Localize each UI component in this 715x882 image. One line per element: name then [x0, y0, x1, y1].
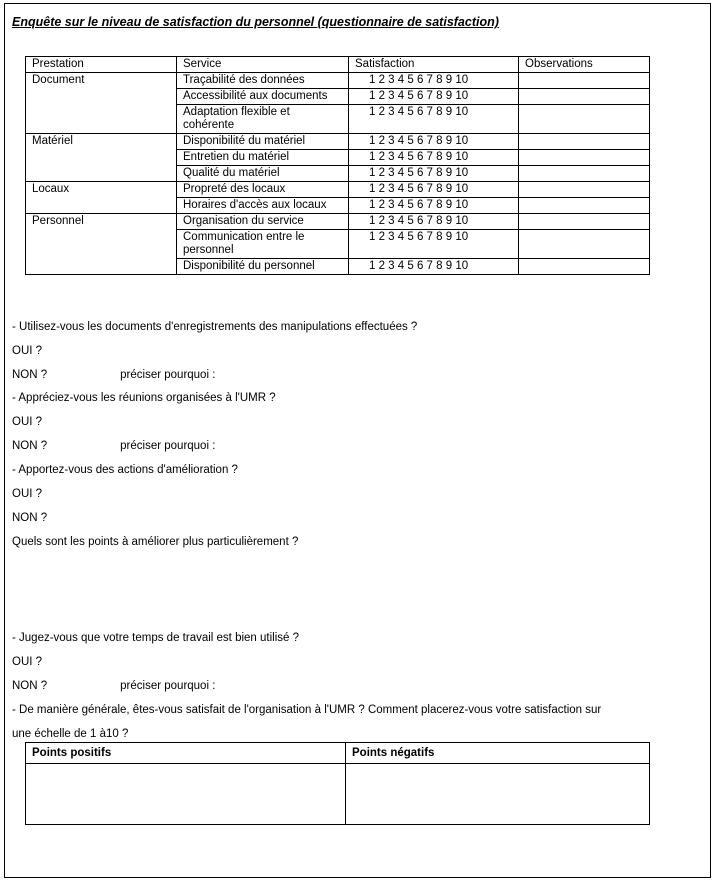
header-satisfaction: Satisfaction [349, 57, 519, 73]
satisfaction-scale[interactable]: 1 2 3 4 5 6 7 8 9 10 [349, 230, 519, 259]
question-satisfaction-generale-line2: une échelle de 1 à10 ? [12, 728, 129, 740]
observations-cell[interactable] [519, 198, 650, 214]
answer-oui[interactable]: OUI ? [12, 488, 43, 500]
observations-cell[interactable] [519, 105, 650, 134]
question-reunions: - Appréciez-vous les réunions organisées à l'UMR ? [12, 392, 276, 404]
preciser-label: préciser pourquoi : [120, 369, 216, 381]
service-cell: Disponibilité du matériel [177, 134, 349, 150]
answer-non-line [12, 369, 215, 381]
document-title: Enquête sur le niveau de satisfaction du personnel (questionnaire de satisfaction) [12, 15, 499, 29]
satisfaction-scale[interactable]: 1 2 3 4 5 6 7 8 9 10 [349, 73, 519, 89]
observations-cell[interactable] [519, 150, 650, 166]
answer-oui[interactable]: OUI ? [12, 656, 43, 668]
satisfaction-table [25, 56, 650, 275]
observations-cell[interactable] [519, 230, 650, 259]
service-cell: Communication entre le personnel [177, 230, 349, 259]
service-cell: Adaptation flexible et cohérente [177, 105, 349, 134]
service-cell: Entretien du matériel [177, 150, 349, 166]
answer-non-line [12, 440, 215, 452]
service-cell: Organisation du service [177, 214, 349, 230]
answer-non[interactable]: NON ? [12, 512, 48, 524]
answer-non[interactable]: NON ? [12, 440, 48, 452]
header-points-positifs: Points positifs [26, 743, 346, 764]
satisfaction-scale[interactable]: 1 2 3 4 5 6 7 8 9 10 [349, 150, 519, 166]
preciser-label: préciser pourquoi : [120, 680, 216, 692]
points-negatifs-cell[interactable] [346, 764, 650, 825]
service-cell: Disponibilité du personnel [177, 259, 349, 275]
points-table [25, 742, 650, 825]
header-prestation: Prestation [26, 57, 177, 73]
satisfaction-scale[interactable]: 1 2 3 4 5 6 7 8 9 10 [349, 134, 519, 150]
observations-cell[interactable] [519, 166, 650, 182]
answer-non-line [12, 680, 215, 692]
prestation-cell: Matériel [26, 134, 177, 182]
question-satisfaction-generale-line1: - De manière générale, êtes-vous satisfait de l'organisation à l'UMR ? Comment placerez-vous votre satisfaction sur [12, 704, 602, 716]
header-service: Service [177, 57, 349, 73]
service-cell: Propreté des locaux [177, 182, 349, 198]
observations-cell[interactable] [519, 259, 650, 275]
observations-cell[interactable] [519, 89, 650, 105]
service-cell: Traçabilité des données [177, 73, 349, 89]
satisfaction-scale[interactable]: 1 2 3 4 5 6 7 8 9 10 [349, 166, 519, 182]
prestation-cell: Document [26, 73, 177, 134]
observations-cell[interactable] [519, 182, 650, 198]
table-header-row [26, 57, 650, 73]
answer-oui[interactable]: OUI ? [12, 416, 43, 428]
question-amelioration: - Apportez-vous des actions d'amélioration ? [12, 464, 238, 476]
header-points-negatifs: Points négatifs [346, 743, 650, 764]
table-row [26, 73, 650, 89]
answer-non[interactable]: NON ? [12, 369, 48, 381]
satisfaction-scale[interactable]: 1 2 3 4 5 6 7 8 9 10 [349, 259, 519, 275]
preciser-label: préciser pourquoi : [120, 440, 216, 452]
satisfaction-scale[interactable]: 1 2 3 4 5 6 7 8 9 10 [349, 105, 519, 134]
observations-cell[interactable] [519, 214, 650, 230]
header-observations: Observations [519, 57, 650, 73]
service-cell: Accessibilité aux documents [177, 89, 349, 105]
question-documents: - Utilisez-vous les documents d'enregistrements des manipulations effectuées ? [12, 321, 418, 333]
table-row [26, 134, 650, 150]
observations-cell[interactable] [519, 134, 650, 150]
points-positifs-cell[interactable] [26, 764, 346, 825]
satisfaction-scale[interactable]: 1 2 3 4 5 6 7 8 9 10 [349, 182, 519, 198]
question-points-ameliorer: Quels sont les points à améliorer plus particulièrement ? [12, 536, 299, 548]
satisfaction-scale[interactable]: 1 2 3 4 5 6 7 8 9 10 [349, 214, 519, 230]
observations-cell[interactable] [519, 73, 650, 89]
prestation-cell: Locaux [26, 182, 177, 214]
satisfaction-scale[interactable]: 1 2 3 4 5 6 7 8 9 10 [349, 198, 519, 214]
question-temps-travail: - Jugez-vous que votre temps de travail est bien utilisé ? [12, 632, 300, 644]
answer-non[interactable]: NON ? [12, 680, 48, 692]
table-row [26, 214, 650, 230]
table-row [26, 182, 650, 198]
satisfaction-scale[interactable]: 1 2 3 4 5 6 7 8 9 10 [349, 89, 519, 105]
prestation-cell: Personnel [26, 214, 177, 275]
service-cell: Qualité du matériel [177, 166, 349, 182]
service-cell: Horaires d'accès aux locaux [177, 198, 349, 214]
answer-oui[interactable]: OUI ? [12, 345, 43, 357]
